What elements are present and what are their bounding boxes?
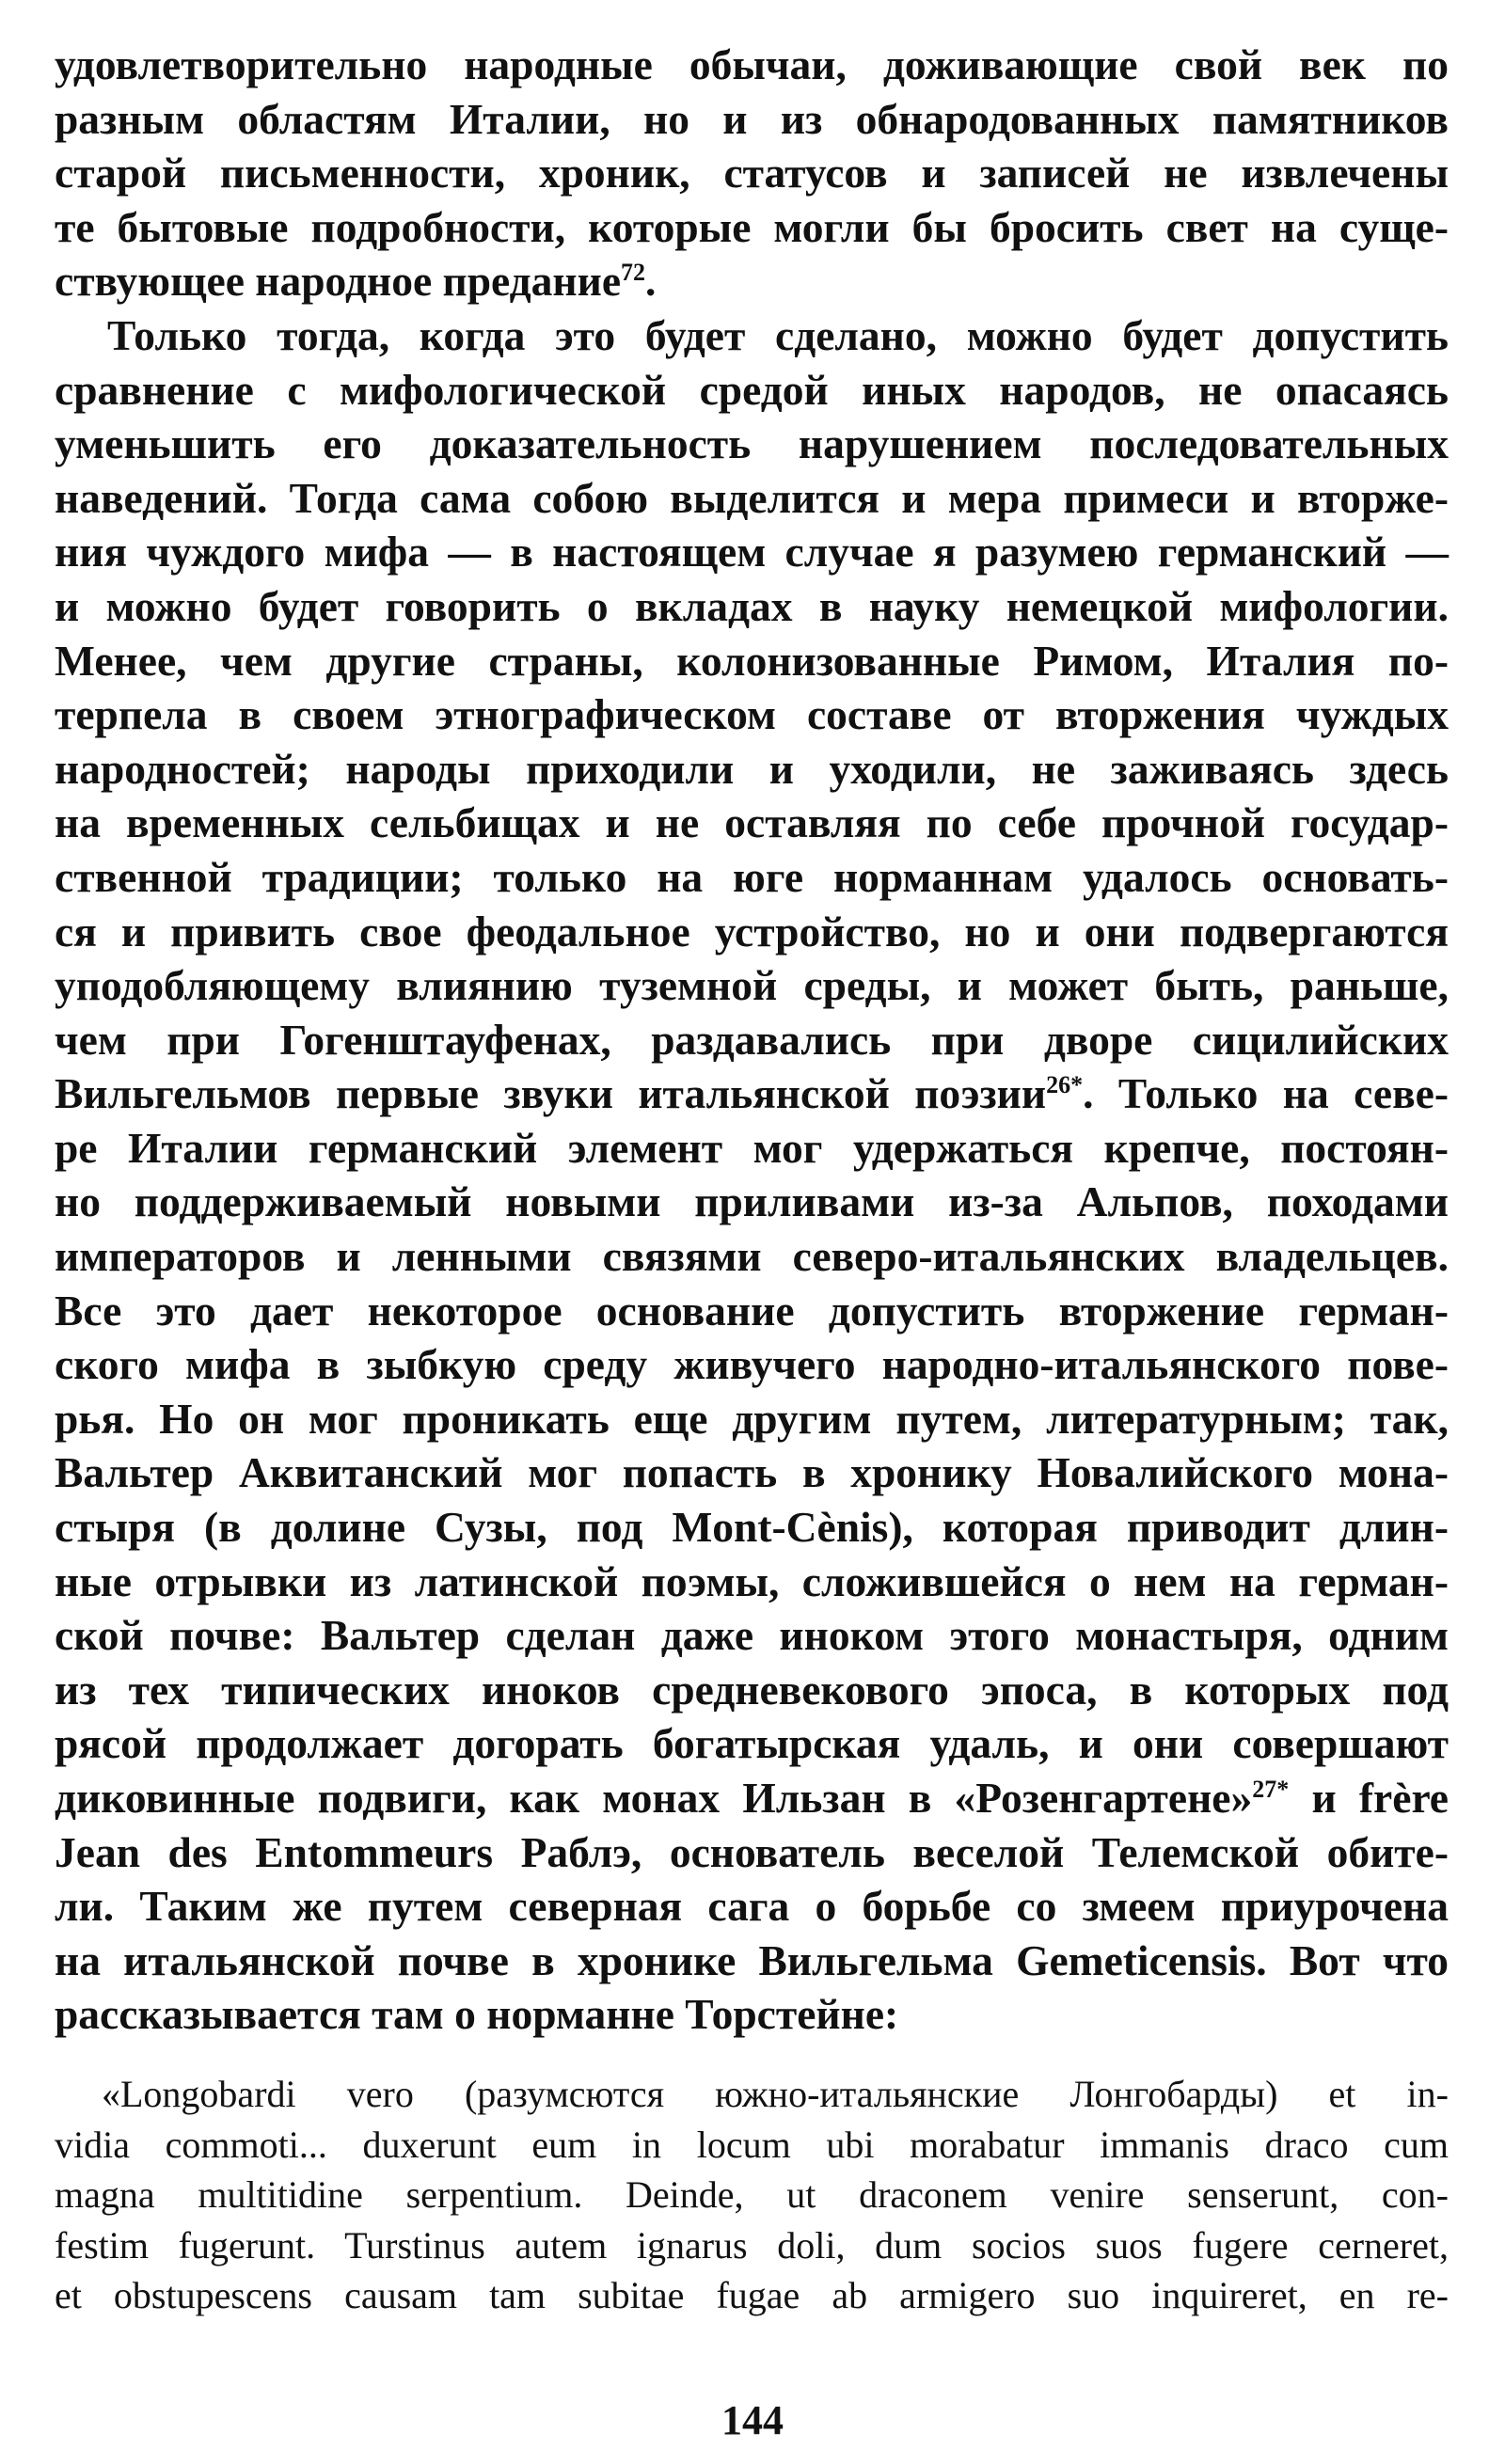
text-fragment: Вильгельмов первые звуки итальянской поэзии	[55, 1069, 1047, 1118]
text-line: наведений. Тогда сама собою выделится и мера примеси и вторже-	[55, 473, 1449, 522]
text-line: ственной традиции; только на юге норманнам удалось основать-	[55, 852, 1449, 901]
text-line: на временных сельбищах и не оставляя по себе прочной государ-	[55, 798, 1449, 847]
text-line: из тех типических иноков средневекового эпоса, в которых под	[55, 1665, 1449, 1714]
quote-line: vidia commoti... duxerunt eum in locum ubi morabatur immanis draco cum	[55, 2123, 1449, 2166]
text-line: разным областям Италии, но и из обнародованных памятников	[55, 94, 1449, 143]
text-line: те бытовые подробности, которые могли бы бросить свет на суще-	[55, 202, 1449, 251]
text-line: ные отрывки из латинской поэмы, сложившейся о нем на герман-	[55, 1556, 1449, 1605]
quote-line: festim fugerunt. Turstinus autem ignarus doli, dum socios suos fugere cerneret,	[55, 2223, 1449, 2267]
text-line: Все это дает некоторое основание допустить вторжение герман-	[55, 1286, 1449, 1335]
text-line	[55, 1066, 1449, 1121]
text-line: стыря (в долине Сузы, под Mont-Cènis), которая приводит длин-	[55, 1503, 1449, 1552]
quote-line: «Longobardi vero (разумсются южно-итальянские Лонгобарды) et in-	[102, 2073, 1449, 2115]
text-line: удовлетворительно народные обычаи, доживающие свой век по	[55, 40, 1449, 88]
text-fragment: .	[645, 257, 657, 306]
footnote-marker: 72	[621, 259, 646, 287]
footnote-marker: 26*	[1046, 1071, 1084, 1099]
text-line: уменьшить его доказательность нарушением последовательных	[55, 419, 1449, 468]
text-fragment: ствующее народное предание	[55, 257, 622, 306]
text-line: ли. Таким же путем северная сага о борьбе со змеем приурочена	[55, 1882, 1449, 1931]
text-line: старой письменности, хроник, статусов и записей не извлечены	[55, 149, 1449, 197]
text-line: ре Италии германский элемент мог удержаться крепче, постоян-	[55, 1123, 1449, 1172]
text-fragment: . Только на севе-	[1083, 1069, 1449, 1118]
text-line: ской почве: Вальтер сделан даже иноком этого монастыря, одним	[55, 1611, 1449, 1660]
text-line: Менее, чем другие страны, колонизованные Римом, Италия по-	[55, 636, 1449, 685]
text-line: уподобляющему влиянию туземной среды, и может быть, раньше,	[55, 961, 1449, 1010]
text-line: рассказывается там о норманне Торстейне:	[55, 1990, 899, 2039]
text-line: сравнение с мифологической средой иных народов, не опасаясь	[55, 365, 1449, 414]
text-line: рясой продолжает догорать богатырская удаль, и они совершают	[55, 1719, 1449, 1768]
text-line: чем при Гогенштауфенах, раздавались при дворе сицилийских	[55, 1015, 1449, 1064]
text-line: императоров и ленными связями северо-итальянских владельцев.	[55, 1232, 1449, 1281]
text-line: на итальянской почве в хронике Вильгельма Gemeticensis. Вот что	[55, 1935, 1449, 1984]
text-line: Вальтер Аквитанский мог попасть в хронику Новалийского мона-	[55, 1448, 1449, 1497]
text-line: терпела в своем этнографическом составе от вторжения чуждых	[55, 690, 1449, 739]
text-line: Только тогда, когда это будет сделано, можно будет допустить	[107, 310, 1449, 359]
text-line	[55, 1771, 1449, 1825]
main-text	[55, 38, 1449, 2042]
text-fragment: диковинные подвиги, как монах Ильзан в «Розенгартене»	[55, 1774, 1253, 1822]
latin-quote	[55, 2069, 1449, 2321]
text-line	[55, 254, 1449, 308]
text-fragment: и frère	[1289, 1774, 1450, 1822]
quote-line: magna multitidine serpentium. Deinde, ut draconem venire senserunt, con-	[55, 2173, 1449, 2216]
text-line: народностей; народы приходили и уходили, не заживаясь здесь	[55, 744, 1449, 793]
footnote-marker: 27*	[1252, 1775, 1290, 1803]
page-number: 144	[721, 2397, 784, 2443]
text-line: рья. Но он мог проникать еще другим путем, литературным; так,	[55, 1394, 1449, 1443]
text-line: Jean des Entommeurs Раблэ, основатель веселой Телемской обите-	[55, 1827, 1449, 1876]
text-line: и можно будет говорить о вкладах в науку немецкой мифологии.	[55, 581, 1449, 630]
quote-line: et obstupescens causam tam subitae fugae ab armigero suo inquireret, en re-	[55, 2274, 1449, 2316]
text-line: ского мифа в зыбкую среду живучего народно-итальянского пове-	[55, 1340, 1449, 1389]
text-line: ния чуждого мифа — в настоящем случае я разумею германский —	[55, 528, 1449, 577]
text-line: ся и привить свое феодальное устройство, но и они подвергаются	[55, 907, 1449, 956]
text-line: но поддерживаемый новыми приливами из-за Альпов, походами	[55, 1177, 1449, 1226]
